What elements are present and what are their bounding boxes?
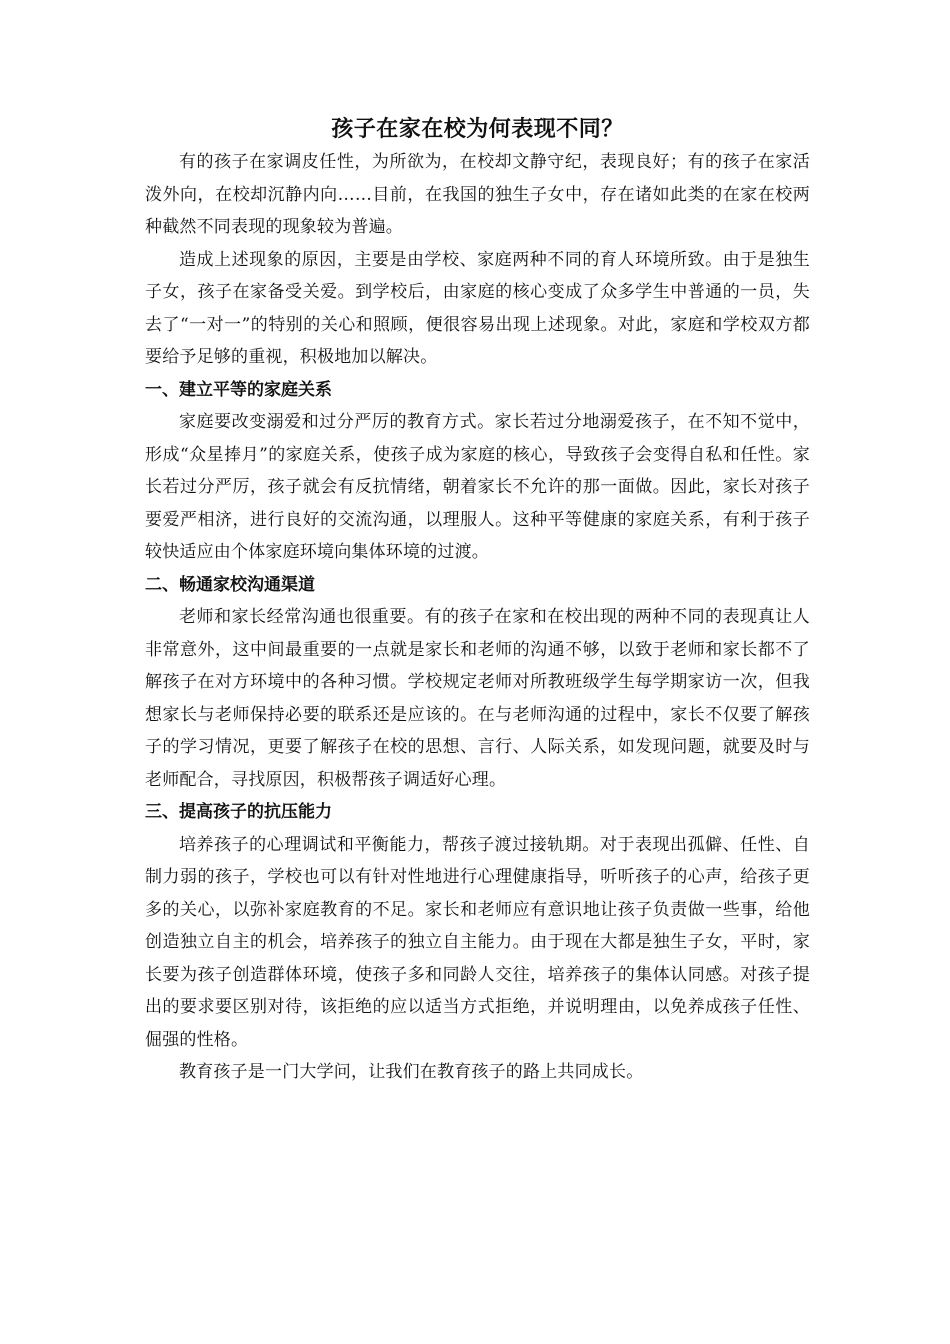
section-2 — [145, 569, 810, 797]
section-body: 老师和家长经常沟通也很重要。有的孩子在家和在校出现的两种不同的表现真让人非常意外，这中间最重要的一点就是家长和老师的沟通不够，以致于老师和家长都不了解孩子在对方环境中的各种习惯。学校规定老师对所教班级学生每学期家访一次，但我想家长与老师保持必要的联系还是应该的。在与老师沟通的过程中，家长不仅要了解孩子的学习情况，更要了解孩子在校的思想、言行、人际关系，如发现问题，就要及时与老师配合，寻找原因，积极帮孩子调适好心理。 — [145, 607, 810, 790]
conclusion-paragraph: 教育孩子是一门大学问，让我们在教育孩子的路上共同成长。 — [179, 1062, 644, 1082]
section-1 — [145, 374, 810, 569]
document-page — [145, 112, 810, 1089]
section-heading: 一、建立平等的家庭关系 — [145, 379, 332, 400]
section-heading: 二、畅通家校沟通渠道 — [145, 574, 315, 595]
section-body: 培养孩子的心理调试和平衡能力，帮孩子渡过接轨期。对于表现出孤僻、任性、自制力弱的孩子，学校也可以有针对性地进行心理健康指导，听听孩子的心声，给孩子更多的关心，以弥补家庭教育的不足。家长和老师应有意识地让孩子负责做一些事，给他创造独立自主的机会，培养孩子的独立自主能力。由于现在大都是独生子女，平时，家长要为孩子创造群体环境，使孩子多和同龄人交往，培养孩子的集体认同感。对孩子提出的要求要区别对待，该拒绝的应以适当方式拒绝，并说明理由，以免养成孩子任性、倔强的性格。 — [145, 834, 810, 1050]
section-body: 家庭要改变溺爱和过分严厉的教育方式。家长若过分地溺爱孩子，在不知不觉中，形成“众星捧月”的家庭关系，使孩子成为家庭的核心，导致孩子会变得自私和任性。家长若过分严厉，孩子就会有反抗情绪，朝着家长不允许的那一面做。因此，家长对孩子要爱严相济，进行良好的交流沟通，以理服人。这种平等健康的家庭关系，有利于孩子较快适应由个体家庭环境向集体环境的过渡。 — [145, 412, 810, 562]
section-3 — [145, 796, 810, 1056]
intro-paragraph-1: 有的孩子在家调皮任性，为所欲为，在校却文静守纪，表现良好；有的孩子在家活泼外向，在校却沉静内向……目前，在我国的独生子女中，存在诸如此类的在家在校两种截然不同表现的现象较为普遍。 — [145, 152, 810, 237]
section-heading: 三、提高孩子的抗压能力 — [145, 802, 332, 822]
document-title: 孩子在家在校为何表现不同？ — [331, 116, 624, 142]
intro-paragraph-2: 造成上述现象的原因，主要是由学校、家庭两种不同的育人环境所致。由于是独生子女，孩子在家备受关爱。到学校后，由家庭的核心变成了众多学生中普通的一员，失去了“一对一”的特别的关心和照顾，便很容易出现上述现象。对此，家庭和学校双方都要给予足够的重视，积极地加以解决。 — [145, 249, 810, 367]
